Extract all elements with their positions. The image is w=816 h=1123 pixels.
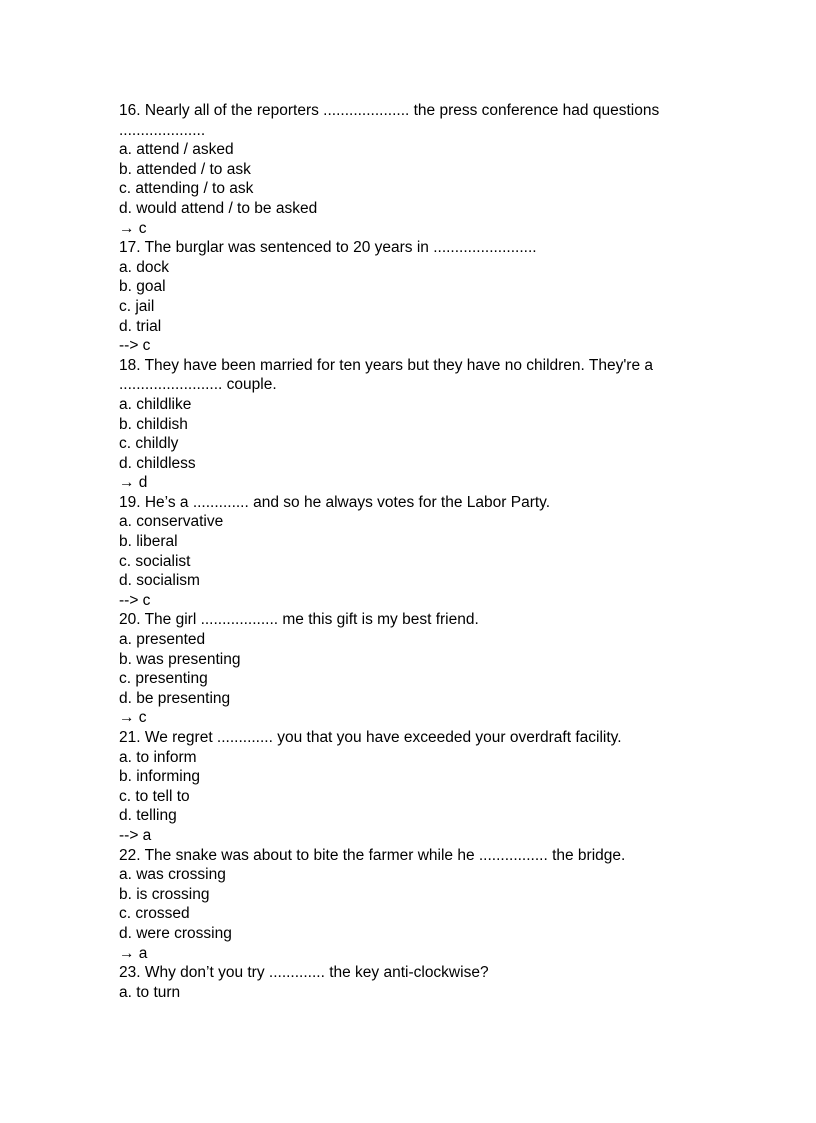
text-line: a. to inform	[119, 748, 197, 766]
text-line: 19. He’s a ............. and so he always votes for the Labor Party.	[119, 493, 551, 511]
text-line: c. attending / to ask	[119, 180, 254, 198]
text-line: a. to turn	[119, 983, 181, 1001]
text-line: d. were crossing	[119, 924, 232, 942]
text-line: b. goal	[119, 278, 166, 296]
text-line: 23. Why don’t you try ............. the key anti-clockwise?	[119, 964, 489, 982]
text-line: a. presented	[119, 631, 206, 649]
text-line: 21. We regret ............. you that you have exceeded your overdraft facility.	[119, 729, 622, 746]
text-line: b. attended / to ask	[119, 160, 251, 178]
text-line: ........................ couple.	[119, 376, 277, 394]
text-line: --> a	[119, 826, 152, 844]
text-line: → c	[119, 219, 147, 237]
text-line: d. trial	[119, 317, 162, 335]
text-line: a. conservative	[119, 513, 224, 531]
text-line: a. childlike	[119, 395, 192, 413]
text-line: b. is crossing	[119, 885, 210, 903]
document-body	[119, 101, 719, 1002]
text-line: a. dock	[119, 258, 169, 276]
text-line: --> c	[119, 337, 151, 355]
text-line: ....................	[119, 121, 206, 139]
text-line: 18. They have been married for ten years but they have no children. They're a	[119, 356, 654, 374]
text-line: d. be presenting	[119, 689, 231, 707]
text-line: a. was crossing	[119, 866, 226, 884]
text-line: d. childless	[119, 454, 196, 472]
text-line: → d	[119, 474, 148, 492]
text-line: a. attend / asked	[119, 141, 234, 159]
text-line: d. socialism	[119, 572, 200, 590]
text-line: --> c	[119, 591, 151, 609]
text-line: d. would attend / to be asked	[119, 199, 318, 217]
text-line: c. presenting	[119, 670, 208, 688]
text-line: c. socialist	[119, 552, 191, 570]
text-line: 20. The girl .................. me this gift is my best friend.	[119, 611, 479, 629]
text-line: c. crossed	[119, 905, 190, 923]
text-line: c. childly	[119, 435, 179, 453]
text-line: b. childish	[119, 415, 188, 433]
text-line: b. was presenting	[119, 650, 241, 668]
text-line: d. telling	[119, 807, 177, 825]
text-line: → a	[119, 944, 148, 962]
text-line: 22. The snake was about to bite the farmer while he ................ the bridge.	[119, 846, 626, 864]
text-line: → c	[119, 709, 147, 727]
text-line: 16. Nearly all of the reporters .................... the press conference had questions	[119, 102, 660, 119]
text-line: 17. The burglar was sentenced to 20 years in ........................	[119, 239, 537, 257]
text-line: b. informing	[119, 768, 200, 786]
text-line: b. liberal	[119, 533, 178, 551]
text-line: c. jail	[119, 297, 155, 315]
text-line: c. to tell to	[119, 787, 190, 805]
